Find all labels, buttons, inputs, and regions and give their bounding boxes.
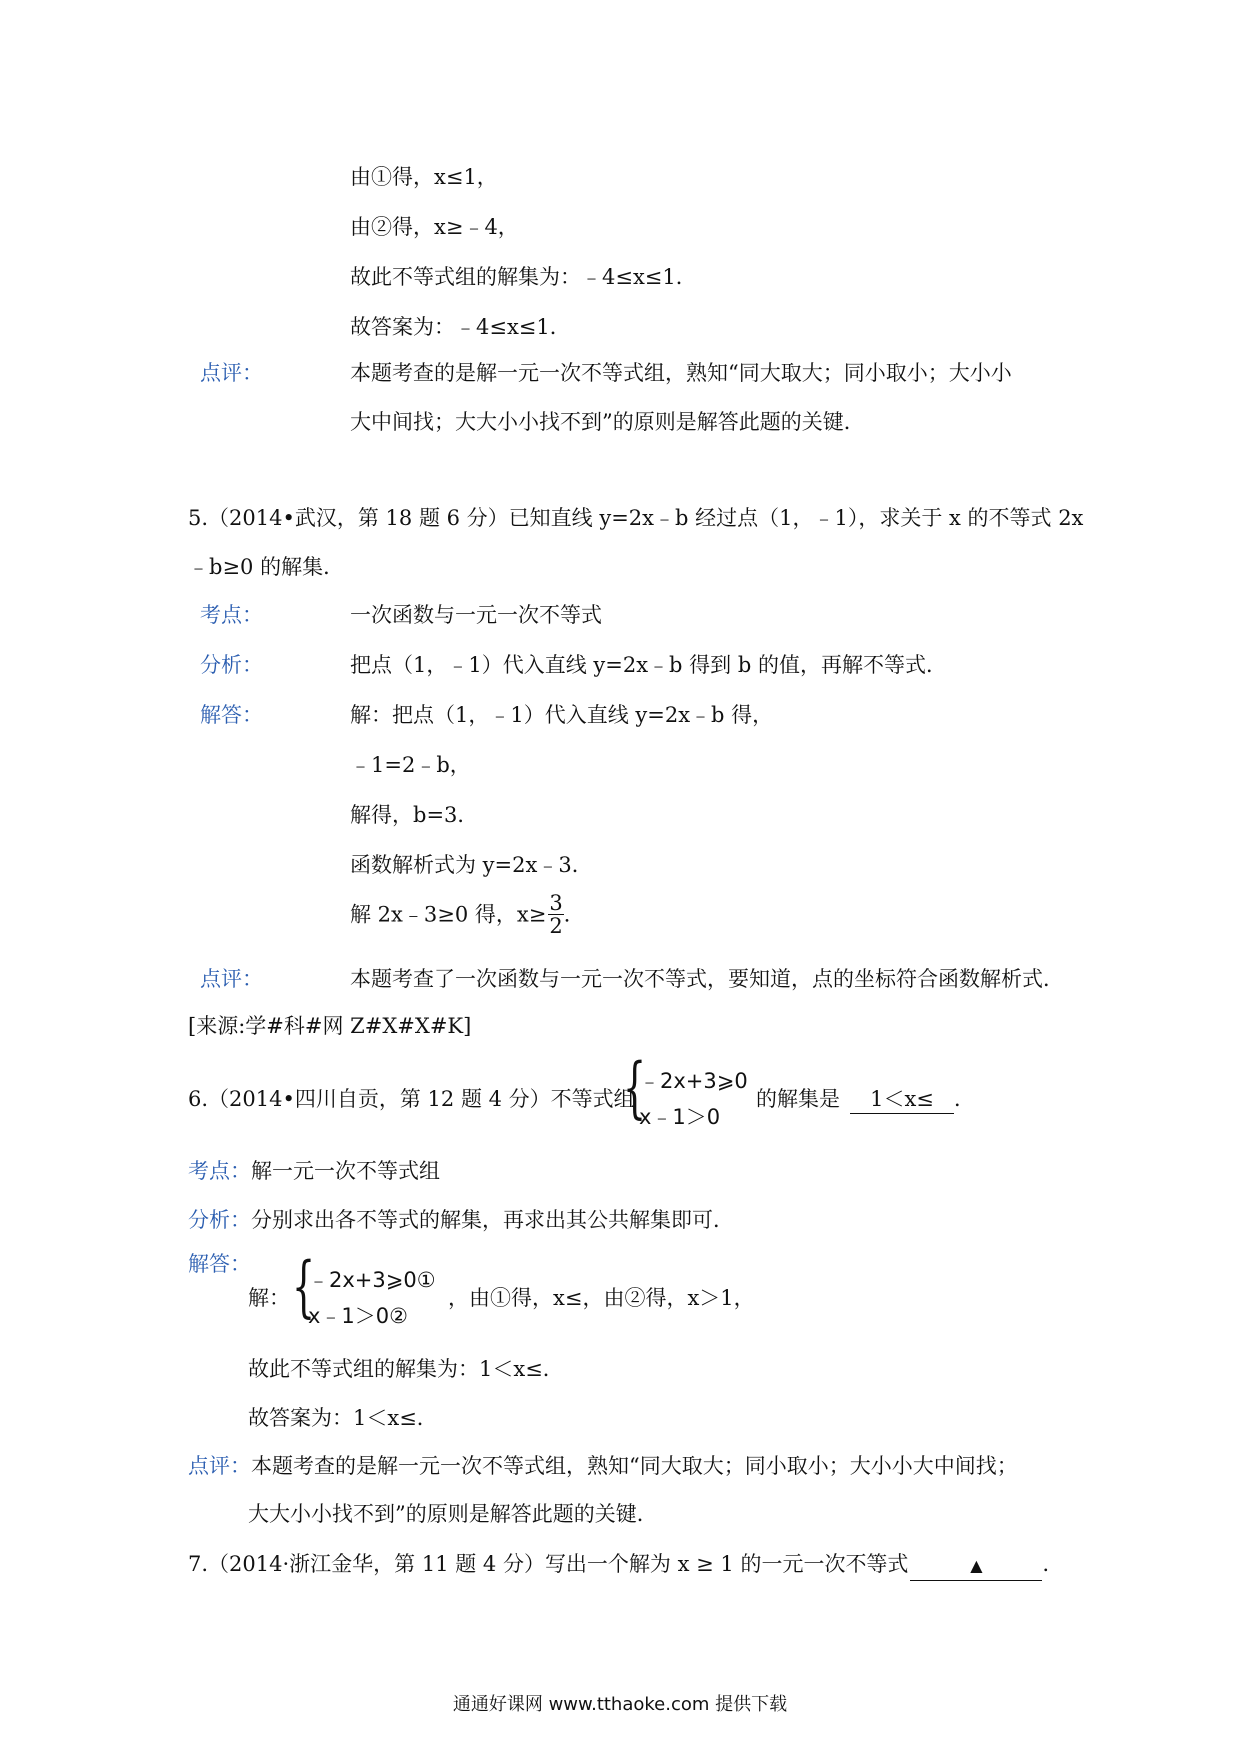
q6-stem-suffix: [756, 1085, 975, 1114]
q6-stem-prefix: 6.（2014•四川自贡，第 12 题 4 分）不等式组: [188, 1087, 635, 1111]
q7-answer-blank: ▲: [910, 1552, 1042, 1581]
q5-jieda-line: ﹣1=2﹣b，: [350, 753, 471, 777]
q7-stem: [188, 1550, 1063, 1581]
q5-jieda-line: 函数解析式为 y=2x﹣3．: [350, 853, 593, 877]
q6-answer-blank: 1＜x≤: [850, 1085, 954, 1114]
fraction-denominator: 2: [549, 914, 563, 938]
q4-comment-label: 点评：: [200, 361, 263, 385]
period: ．: [954, 1087, 975, 1111]
q4-solution-line: 故此不等式组的解集为：﹣4≤x≤1．: [350, 265, 697, 289]
footer: 通通好课网 www.tthaoke.com 提供下载: [452, 1694, 788, 1715]
q6-jieda-row: ﹣2x+3⩾0①: [308, 1268, 436, 1292]
q5-stem: ﹣b≥0 的解集．: [188, 555, 345, 579]
q5-fenxi-text: 把点（1，﹣1）代入直线 y=2x﹣b 得到 b 的值，再解不等式．: [350, 653, 947, 677]
q5-jieda-label: 解答：: [200, 703, 263, 727]
q5-jieda-line: [350, 892, 585, 937]
q6-dianping-label: 点评：: [188, 1454, 251, 1478]
q6-system-row: x﹣1＞0: [639, 1105, 721, 1129]
q5-dianping-text: 本题考查了一次函数与一元一次不等式，要知道，点的坐标符合函数解析式．: [350, 967, 1064, 991]
left-brace-icon: {: [623, 1049, 647, 1126]
q5-jieda-line: 解得，b=3．: [350, 803, 479, 827]
q6-inequality-system: [623, 1049, 763, 1133]
q6-jieda-row: x﹣1＞0②: [308, 1304, 408, 1328]
q6-kaodian-text: 解一元一次不等式组: [251, 1159, 440, 1183]
q4-solution-line: 由①得，x≤1，: [350, 165, 498, 189]
q6-jieda-prefix: 解：: [248, 1286, 290, 1310]
q6-kaodian-label: 考点：: [188, 1159, 251, 1183]
fraction-numerator: 3: [549, 891, 563, 915]
q6-dianping-text: 本题考查的是解一元一次不等式组，熟知“同大取大；同小取小；大小小大中间找；: [251, 1454, 1018, 1478]
q6-stem-suffix-text: 的解集是: [756, 1087, 840, 1111]
q6-dianping-text: 大大小小找不到”的原则是解答此题的关键．: [248, 1502, 658, 1526]
q5-stem: 5.（2014•武汉，第 18 题 6 分）已知直线 y=2x﹣b 经过点（1，﹣1），求关于 x 的不等式 2x: [188, 506, 1084, 530]
q6-jieda-line: 故此不等式组的解集为：1＜x≤．: [248, 1357, 564, 1381]
q6-fenxi-label: 分析：: [188, 1208, 251, 1232]
period: ．: [1042, 1552, 1064, 1576]
q6-fenxi-text: 分别求出各不等式的解集，再求出其公共解集即可．: [251, 1208, 734, 1232]
period: ．: [563, 902, 585, 927]
q5-jieda-line: 解：把点（1，﹣1）代入直线 y=2x﹣b 得，: [350, 703, 774, 727]
q4-comment-text: 大中间找；大大小小找不到”的原则是解答此题的关键．: [350, 410, 865, 434]
q4-answer-line: 故答案为：﹣4≤x≤1．: [350, 315, 571, 339]
q4-comment-text: 本题考查的是解一元一次不等式组，熟知“同大取大；同小取小；大小小: [350, 361, 1012, 385]
q4-solution-line: 由②得，x≥﹣4，: [350, 215, 519, 239]
q5-fenxi-label: 分析：: [200, 653, 263, 677]
q6-jieda-label: 解答：: [188, 1252, 251, 1276]
q5-kaodian-label: 考点：: [200, 603, 263, 627]
q6-kaodian: [188, 1157, 440, 1185]
q6-fenxi: [188, 1206, 734, 1234]
q7-stem-text: 7.（2014·浙江金华，第 11 题 4 分）写出一个解为 x ≥ 1 的一元一次不等式: [188, 1552, 909, 1576]
q6-jieda-system: [292, 1248, 462, 1332]
source-note: [来源:学#科#网 Z#X#X#K]: [188, 1014, 472, 1038]
q5-inequality-text: 解 2x﹣3≥0 得，x≥: [350, 902, 547, 927]
q5-kaodian-text: 一次函数与一元一次不等式: [350, 603, 602, 627]
fraction: [548, 892, 563, 937]
q6-jieda-suffix: ，由①得，x≤，由②得，x＞1，: [448, 1286, 755, 1310]
q5-dianping-label: 点评：: [200, 967, 263, 991]
q6-jieda-line: 故答案为：1＜x≤．: [248, 1406, 438, 1430]
left-brace-icon: {: [292, 1248, 316, 1325]
q6-system-row: ﹣2x+3⩾0: [639, 1069, 748, 1093]
q6-dianping: [188, 1452, 1018, 1480]
